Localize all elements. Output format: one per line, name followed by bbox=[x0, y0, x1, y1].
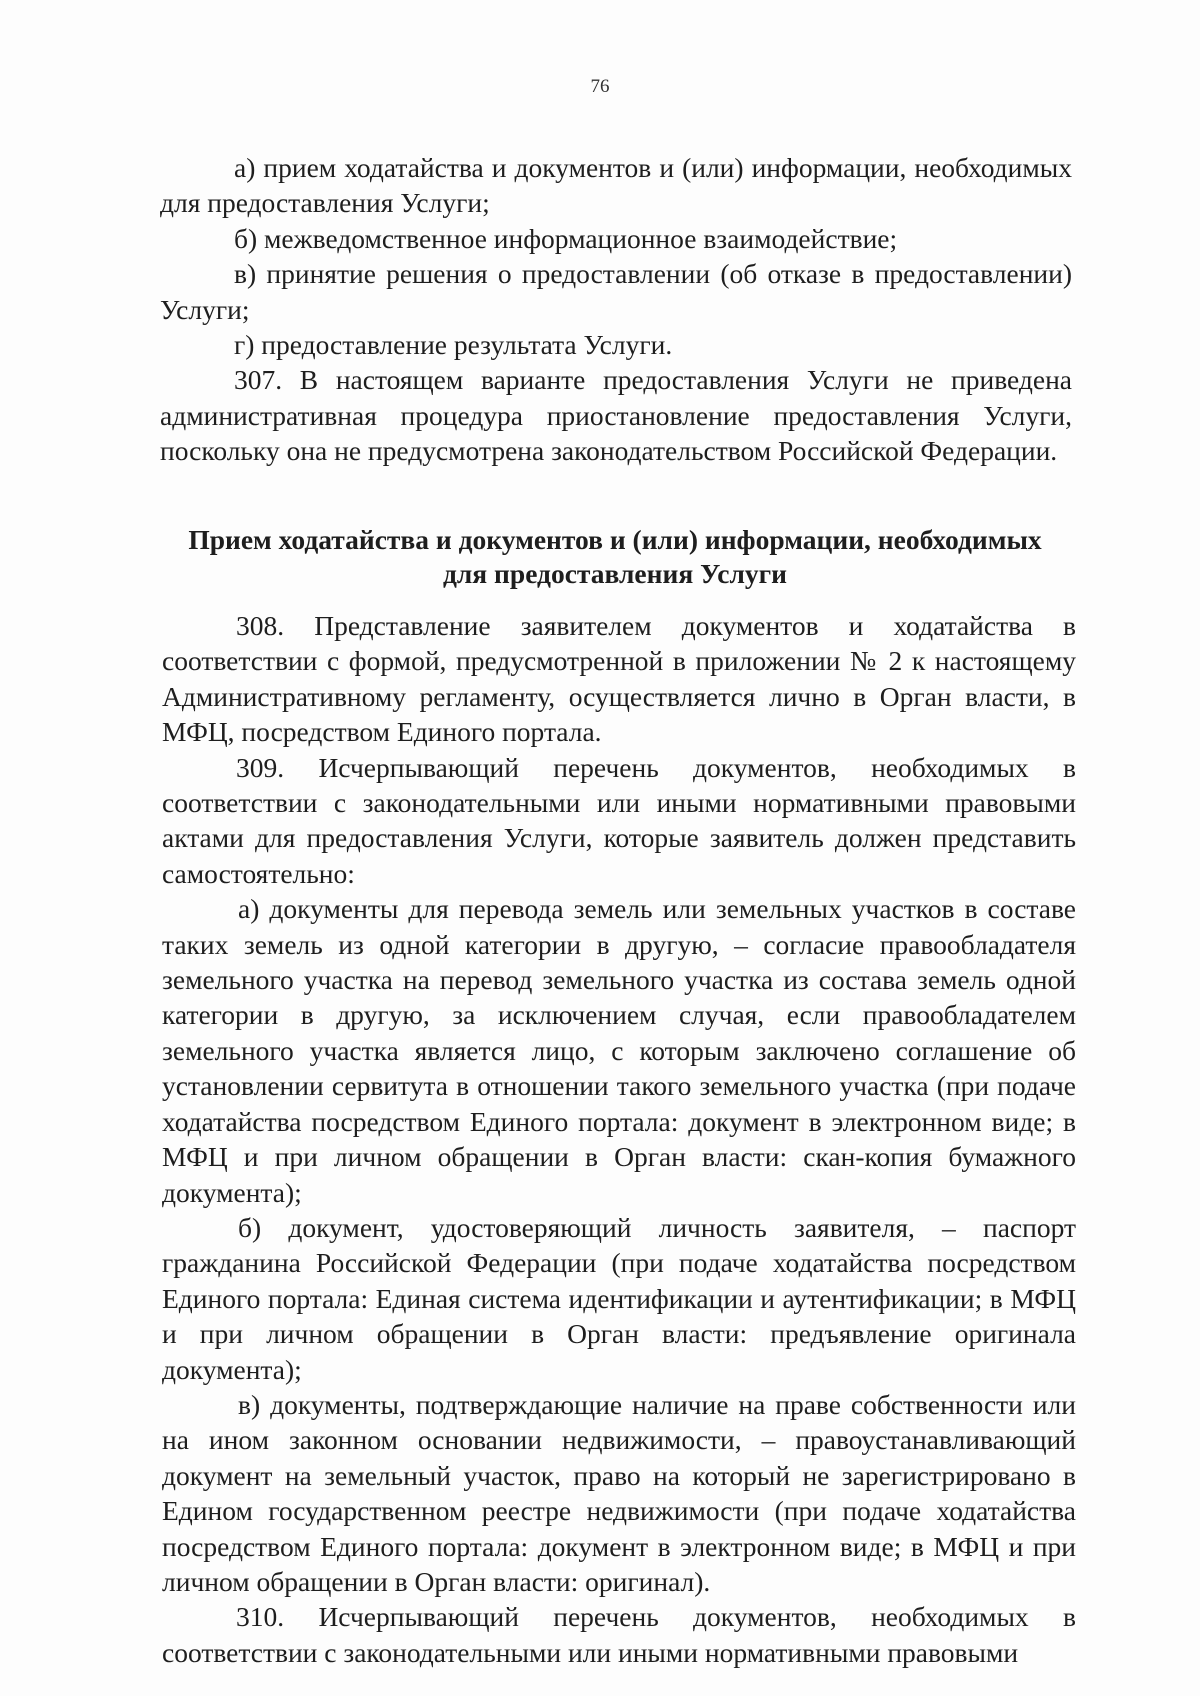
section-heading-line: для предоставления Услуги bbox=[442, 558, 788, 589]
list-item: а) прием ходатайства и документов и (или) информации, необходимых для предоставления Услуги; bbox=[160, 152, 1072, 219]
section-heading-line: Прием ходатайства и документов и (или) информации, необходимых bbox=[188, 524, 1042, 555]
procedures-list bbox=[160, 150, 1072, 469]
paragraph-309: 309. Исчерпывающий перечень документов, необходимых в соответствии с законодательными или иными нормативными правовыми актами для предоставления Услуги, которые заявитель должен представить самостоятельно: bbox=[162, 751, 1076, 889]
section-heading bbox=[150, 523, 1080, 591]
list-item: а) документы для перевода земель или земельных участков в составе таких земель из одной категории в другую, – согласие правообладателя земельного участка на перевод земельного участка из состава земель одной категории в другую, за исключением случая, если правообладателем земельного участка является лицо, с которым заключено соглашение об установлении сервитута в отношении такого земельного участка (при подаче ходатайства посредством Единого портала: документ в электронном виде; в МФЦ и при личном обращении в Орган власти: скан-копия бумажного документа); bbox=[162, 893, 1076, 1208]
list-item: в) принятие решения о предоставлении (об отказе в предоставлении) Услуги; bbox=[160, 258, 1072, 325]
page-number: 76 bbox=[590, 76, 610, 97]
paragraph-307: 307. В настоящем варианте предоставления Услуги не приведена административная процедура приостановление предоставления Услуги, поскольку она не предусмотрена законодательством Российской Федерации. bbox=[160, 364, 1072, 467]
paragraph-308: 308. Представление заявителем документов и ходатайства в соответствии с формой, предусмотренной в приложении № 2 к настоящему Административному регламенту, осуществляется лично в Орган власти, в МФЦ, посредством Единого портала. bbox=[162, 610, 1076, 748]
section-body bbox=[162, 608, 1076, 1670]
list-item: б) межведомственное информационное взаимодействие; bbox=[234, 222, 898, 254]
list-item: в) документы, подтверждающие наличие на праве собственности или на ином законном основании недвижимости, – правоустанавливающий документ на земельный участок, право на который не зарегистрировано в Едином государственном реестре недвижимости (при подаче ходатайства посредством Единого портала: документ в электронном виде; в МФЦ и при личном обращении в Орган власти: оригинал). bbox=[162, 1388, 1076, 1597]
paragraph-310: 310. Исчерпывающий перечень документов, необходимых в соответствии с законодательными или иными нормативными правовыми bbox=[162, 1601, 1076, 1668]
list-item: г) предоставление результата Услуги. bbox=[234, 329, 673, 361]
list-item: б) документ, удостоверяющий личность заявителя, – паспорт гражданина Российской Федерации (при подаче ходатайства посредством Единого портала: Единая система идентификации и аутентификации; в МФЦ и при личном обращении в Орган власти: предъявление оригинала документа); bbox=[162, 1211, 1076, 1385]
